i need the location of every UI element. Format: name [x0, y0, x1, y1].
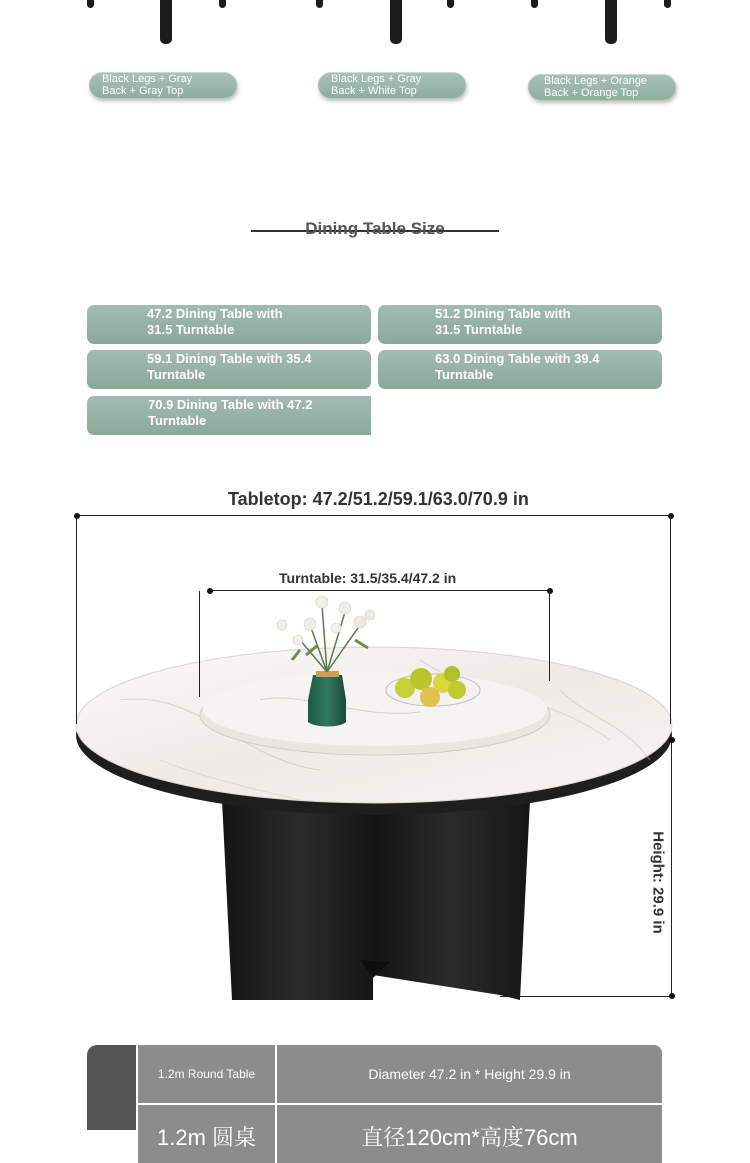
- size-option-line2: 31.5 Turntable: [435, 322, 523, 337]
- round-table-image: [0, 580, 750, 1010]
- height-dimension-line: [671, 740, 672, 996]
- dimension-endpoint: [668, 513, 674, 519]
- color-option-line1: Black Legs + Orange: [544, 75, 648, 87]
- size-option-line1: 47.2 Dining Table with: [147, 306, 283, 321]
- chair-leg: [531, 0, 538, 8]
- chair-leg: [447, 0, 454, 8]
- tabletop-left-guide: [76, 516, 77, 724]
- dimension-endpoint: [74, 513, 80, 519]
- size-option-line1: 59.1 Dining Table with 35.4: [147, 351, 312, 366]
- chair-leg: [390, 0, 402, 44]
- section-title: Dining Table Size: [305, 219, 445, 238]
- spec-row1-label-text: 1.2m Round Table: [157, 1067, 256, 1081]
- height-bottom-guide: [500, 996, 671, 997]
- dimension-endpoint: [669, 737, 675, 743]
- spec-row2-value: [277, 1105, 662, 1163]
- size-option-51[interactable]: [378, 305, 662, 344]
- color-option-line2: Back + Orange Top: [544, 87, 639, 99]
- table-base-left: [222, 800, 373, 1000]
- tabletop-dimension-label: Tabletop: 47.2/51.2/59.1/63.0/70.9 in: [228, 489, 529, 509]
- color-option-line1: Black Legs + Gray: [102, 73, 193, 85]
- size-option-70[interactable]: [87, 396, 371, 435]
- spec-row1-value-text: Diameter 47.2 in * Height 29.9 in: [368, 1066, 571, 1082]
- size-option-63[interactable]: [378, 350, 662, 389]
- height-dimension-label: Height: 29.9 in: [649, 831, 667, 934]
- size-option-line1: 51.2 Dining Table with: [435, 306, 571, 321]
- spec-table-side: [87, 1045, 136, 1130]
- chair-leg: [87, 0, 94, 8]
- size-option-line2: 31.5 Turntable: [147, 322, 235, 337]
- dimension-endpoint: [547, 588, 553, 594]
- size-option-line2: Turntable: [147, 367, 206, 382]
- chair-leg: [664, 0, 671, 8]
- chair-leg: [316, 0, 323, 8]
- table-base-right: [373, 800, 530, 1000]
- size-option-line1: 63.0 Dining Table with 39.4: [435, 351, 600, 366]
- size-option-line2: Turntable: [148, 413, 207, 428]
- chair-leg: [605, 0, 617, 44]
- color-option-line2: Back + White Top: [331, 85, 417, 97]
- spec-row1-label: [138, 1045, 275, 1103]
- size-option-47[interactable]: [87, 305, 371, 344]
- color-option-orange[interactable]: [528, 74, 676, 100]
- color-option-gray-white[interactable]: [318, 72, 466, 98]
- color-option-line1: Black Legs + Gray: [331, 73, 422, 85]
- tabletop-right-guide: [670, 516, 671, 724]
- size-option-59[interactable]: [87, 350, 371, 389]
- color-option-line2: Back + Gray Top: [102, 85, 184, 97]
- tabletop-dimension-line: [77, 515, 671, 516]
- size-option-line1: 70.9 Dining Table with 47.2: [148, 397, 313, 412]
- spec-row2-value-text: 直径120cm*高度76cm: [361, 1125, 578, 1150]
- spec-row2-label-text: 1.2m 圆桌: [156, 1125, 257, 1150]
- dimension-endpoint: [207, 588, 213, 594]
- chair-leg: [160, 0, 172, 44]
- size-option-line2: Turntable: [435, 367, 494, 382]
- spec-row2-label: [138, 1105, 275, 1163]
- chair-leg: [219, 0, 226, 8]
- turntable-dimension-line: [210, 590, 550, 591]
- vase: [308, 675, 346, 727]
- color-option-gray-gray[interactable]: [89, 72, 237, 98]
- spec-row1-value: [277, 1045, 662, 1103]
- turntable-dimension-label: Turntable: 31.5/35.4/47.2 in: [279, 570, 457, 586]
- turntable-left-guide: [199, 591, 200, 697]
- turntable-right-guide: [549, 591, 550, 681]
